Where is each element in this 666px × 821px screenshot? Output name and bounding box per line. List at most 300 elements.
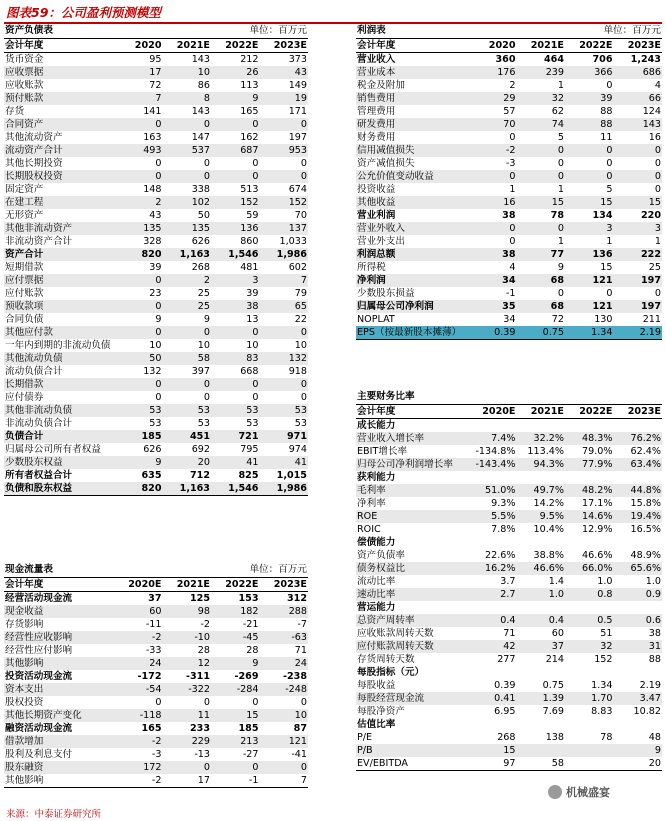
value-cell: 1.34 [591,679,613,691]
table-row [4,352,308,365]
table-row [4,631,308,644]
value-cell: -118 [114,709,163,722]
value-cell: 16.5% [630,523,661,535]
value-cell: 15.8% [630,497,661,509]
table-row [4,748,308,761]
value-cell: 38 [502,209,516,221]
ratios-body [356,419,662,771]
value-cell: 0 [163,118,212,131]
table-row [4,378,308,391]
value-cell: 0 [203,157,210,169]
row-label: 营业收入增长率 [356,432,468,445]
value-cell: 65.6% [614,562,663,575]
value-cell: 71 [294,644,307,656]
value-cell: 0.4 [468,614,517,627]
table-row [356,523,662,536]
row-label: 长期股权投资 [4,170,114,183]
value-cell: 42 [468,640,517,653]
balance-title: 资产负债表 [5,25,53,36]
value-cell: 2 [163,274,212,287]
value-cell: 20 [163,456,212,469]
value-cell [517,601,566,614]
value-cell [565,601,614,614]
value-cell: -322 [163,683,212,696]
value-cell: 152 [594,653,613,665]
value-cell: 165 [141,722,162,734]
value-cell [517,536,566,549]
section-row [356,536,662,549]
value-cell: 0 [114,170,163,183]
value-cell: 74 [517,118,566,131]
value-cell: 121 [260,735,309,748]
table-row [4,644,308,657]
value-cell: 1.0 [597,575,613,587]
value-cell: 213 [211,735,260,748]
ratios-panel [356,390,662,771]
income-body [356,53,662,340]
value-cell: 137 [260,222,309,235]
row-label: 每股经营现金流 [356,692,468,705]
value-cell: 23 [149,287,162,299]
row-label: 所得税 [357,261,386,273]
value-cell: 20 [614,757,663,771]
value-cell: -3 [151,748,162,760]
value-cell: 77.9% [565,458,614,471]
value-cell: 9.3% [491,497,516,509]
value-cell: 14.2% [533,497,564,509]
value-cell: 0 [163,326,212,339]
value-cell: 918 [288,365,307,377]
value-cell: 1,015 [276,469,307,481]
value-cell: 25 [648,261,661,273]
value-cell: 185 [238,722,259,734]
value-cell: 10 [163,66,212,79]
row-label: 公允价值变动收益 [356,170,468,183]
value-cell: 10 [246,339,259,351]
value-cell: -10 [163,631,212,644]
value-cell: 0 [114,118,163,131]
value-cell: -2 [114,774,163,788]
value-cell: 10 [197,339,210,351]
row-label: 其他长期资产变化 [4,709,114,722]
row-label: P/E [357,731,373,743]
value-cell: 233 [189,722,210,734]
cashflow-title-row [4,563,308,578]
value-cell: 0 [252,391,259,403]
row-label: 总资产周转率 [356,614,468,627]
row-label: 应付账款 [5,287,44,299]
value-cell: 0 [155,157,162,169]
value-cell: 0 [114,300,163,313]
value-cell: 1 [654,235,661,247]
value-cell: 125 [189,592,210,604]
balance-sheet-table [4,24,308,496]
value-cell: 39 [565,92,614,105]
table-row [4,605,308,618]
value-cell [468,536,517,549]
value-cell: 22 [294,313,307,325]
row-label: 在建工程 [4,196,114,209]
row-label: 预收款项 [4,300,114,313]
table-row [4,131,308,144]
value-cell: 820 [114,248,163,261]
value-cell: 0 [606,79,613,91]
row-label: 少数股东损益 [357,287,415,299]
value-cell: 37 [517,640,566,653]
row-label: 经营性应付影响 [5,644,73,656]
value-cell: 1 [509,183,516,195]
value-cell: 94.3% [517,458,566,471]
header-cell: 2022E [565,405,614,419]
value-cell: 9.5% [517,510,566,523]
header-cell: 2021E [517,405,566,419]
value-cell [517,419,566,433]
table-row [4,118,308,131]
table-row [356,235,662,248]
row-label: 负债合计 [4,430,114,443]
value-cell: 706 [592,53,613,65]
value-cell [565,744,614,757]
value-cell: 0.75 [517,326,566,340]
header-cell: 2022E [211,578,260,592]
row-label: 营运能力 [357,601,396,613]
value-cell: 0.6 [614,614,663,627]
value-cell: 12.9% [582,523,613,535]
source-note: 来源：中泰证券研究所 [6,809,102,820]
value-cell: 7.8% [491,523,516,535]
value-cell: 149 [288,79,307,91]
income-unit: 单位：百万元 [603,25,661,36]
table-row [356,131,662,144]
value-cell: 0.39 [494,679,516,691]
value-cell: 212 [240,53,259,65]
value-cell: 141 [143,105,162,117]
value-cell: 14.6% [565,510,614,523]
value-cell: 41 [211,456,260,469]
header-cell: 2023E [614,39,663,53]
value-cell: 0 [565,170,614,183]
table-row [356,497,662,510]
value-cell: 626 [143,443,162,455]
income-title-row [356,24,662,39]
value-cell: 0 [155,696,162,708]
value-cell: 59 [246,209,259,221]
value-cell: 1,163 [163,248,212,261]
table-row [356,105,662,118]
value-cell: 49.7% [517,484,566,497]
row-label: 每股指标（元） [357,666,425,678]
value-cell: 0 [155,391,162,403]
value-cell: 0 [260,118,309,131]
value-cell: 46.6% [582,549,613,561]
value-cell: 668 [240,365,259,377]
value-cell: 7.69 [542,705,564,717]
row-label: 其他长期投资 [5,157,63,169]
value-cell: 0 [211,170,260,183]
value-cell: 136 [565,248,614,261]
value-cell: 0.9 [614,588,663,601]
row-label: 投资活动现金流 [5,670,73,682]
table-row [4,696,308,709]
value-cell [517,744,566,757]
value-cell: 974 [288,443,307,455]
value-cell: -33 [145,644,162,656]
value-cell: 34 [468,274,517,287]
table-row [4,443,308,456]
value-cell: 0 [468,222,517,235]
cashflow-title: 现金流量表 [5,564,53,575]
value-cell: 0 [260,326,309,339]
value-cell: 0 [565,144,614,157]
table-row [4,105,308,118]
balance-header-row [4,39,308,53]
row-label: 存货影响 [5,618,44,630]
row-label: 其他流动资产 [5,131,63,143]
value-cell: 35 [468,300,517,313]
value-cell: -172 [137,670,162,682]
row-label: 财务费用 [357,131,396,143]
section-row [356,601,662,614]
value-cell: 86 [197,79,210,91]
section-row [356,471,662,484]
row-label: 固定资产 [5,183,44,195]
value-cell: 11 [163,709,212,722]
value-cell: 220 [640,209,661,221]
row-label: 其他流动负债 [4,352,114,365]
row-label: ROE [356,510,468,523]
value-cell: 9 [211,92,260,105]
value-cell: 10.82 [633,705,661,717]
value-cell: 136 [211,222,260,235]
value-cell: 0.4 [517,614,566,627]
value-cell: 2 [509,79,516,91]
value-cell: 795 [240,443,259,455]
value-cell: 1.39 [517,692,566,705]
row-label: 偿债能力 [357,536,396,548]
value-cell: 10 [294,339,307,351]
value-cell: 79.0% [582,445,613,457]
row-label: EV/EBITDA [356,757,468,771]
value-cell: 78 [550,209,564,221]
value-cell: 165 [240,105,259,117]
row-label: 估值比率 [357,718,396,730]
row-label: 一年内到期的非流动负债 [5,339,111,351]
value-cell: 66 [614,92,663,105]
value-cell: 9 [211,657,260,670]
row-label: 营业外支出 [357,235,405,247]
row-label: 股权投资 [5,696,44,708]
value-cell: 38 [468,248,517,261]
value-cell: 10 [149,339,162,351]
value-cell: 1.34 [565,326,614,340]
table-row [4,657,308,670]
value-cell: 15 [565,196,614,209]
table-row [356,66,662,79]
value-cell: 60 [114,605,163,618]
value-cell: -2 [468,144,517,157]
value-cell: 153 [238,592,259,604]
value-cell [517,718,566,731]
value-cell: 229 [163,735,212,748]
row-label: 获利能力 [357,471,396,483]
value-cell: 268 [191,261,210,273]
cashflow-body [4,592,308,788]
value-cell: 5.5% [468,510,517,523]
value-cell: 19.4% [614,510,663,523]
row-label: 合同负债 [5,313,44,325]
value-cell: 626 [191,235,210,247]
value-cell: 6.95 [494,705,516,717]
table-row [356,588,662,601]
header-cell: 2023E [260,578,309,592]
value-cell: 328 [143,235,162,247]
value-cell: 686 [614,66,663,79]
row-label: 货币资金 [5,53,44,65]
value-cell: 1,986 [260,482,309,496]
value-cell: 83 [211,352,260,365]
value-cell: 53 [114,404,163,417]
value-cell: 46.6% [517,562,566,575]
table-row [4,709,308,722]
table-row [4,339,308,352]
value-cell: 95 [149,53,162,65]
value-cell: 197 [614,274,663,287]
value-cell: 825 [238,469,259,481]
value-cell: 3.47 [614,692,663,705]
table-row [4,300,308,313]
value-cell: 121 [565,300,614,313]
value-cell: 0 [260,761,309,774]
value-cell: 513 [240,183,259,195]
value-cell: 222 [614,248,663,261]
row-label: 营业成本 [356,66,468,79]
value-cell: 5 [606,183,613,195]
value-cell: 12 [163,657,212,670]
value-cell: 9 [114,456,163,469]
value-cell: 113 [240,79,259,91]
row-label: 资产减值损失 [357,157,415,169]
value-cell: 1,546 [211,248,260,261]
value-cell: 0 [509,235,516,247]
income-title: 利润表 [357,25,386,36]
value-cell: 214 [545,653,564,665]
table-row [356,484,662,497]
value-cell: 2 [114,196,163,209]
row-label: 每股收益 [357,679,396,691]
value-cell: 1 [557,235,564,247]
value-cell: 135 [163,222,212,235]
watermark [548,784,610,800]
value-cell: 0 [114,378,163,391]
value-cell: 48 [648,731,661,743]
value-cell: 97 [468,757,517,771]
table-row [4,287,308,300]
value-cell: 176 [468,66,517,79]
value-cell: 8.83 [591,705,613,717]
value-cell: 1,546 [211,482,260,496]
value-cell: 182 [211,605,260,618]
value-cell [565,757,614,771]
value-cell: 1 [557,183,564,195]
row-label: 销售费用 [356,92,468,105]
row-label: 流动负债合计 [5,365,63,377]
value-cell [565,419,614,433]
table-row [356,79,662,92]
value-cell: 48.2% [565,484,614,497]
value-cell: 10 [260,709,309,722]
value-cell: 28 [197,644,210,656]
value-cell: 15 [468,744,517,757]
balance-sheet-panel [4,24,308,496]
value-cell: 72 [149,79,162,91]
table-row [356,209,662,222]
row-label: EBIT增长率 [357,445,408,457]
header-cell: 会计年度 [356,405,468,419]
value-cell: 1.70 [565,692,614,705]
row-label: 营业利润 [357,209,396,221]
section-row [356,666,662,679]
value-cell: 60 [551,627,564,639]
table-row [356,679,662,692]
row-label: 少数股东权益 [4,456,114,469]
value-cell: 48.3% [565,432,614,445]
row-label: 净利率 [357,497,386,509]
value-cell: 53 [294,417,307,429]
value-cell [565,536,614,549]
value-cell: 68 [517,300,566,313]
value-cell: 0 [114,274,163,287]
value-cell [614,666,663,679]
value-cell: 51.0% [468,484,517,497]
table-row [356,157,662,170]
table-row [4,235,308,248]
value-cell: 130 [594,313,613,325]
value-cell: -11 [145,618,162,630]
value-cell: -7 [297,618,307,630]
value-cell: -41 [291,748,307,760]
row-label: 存货 [5,105,25,117]
value-cell [468,471,517,484]
table-row [4,79,308,92]
row-label: 融资活动现金流 [5,722,73,734]
value-cell: -27 [242,748,259,760]
row-label: 经营性应收影响 [4,631,114,644]
table-row [356,287,662,300]
value-cell: 3 [211,274,260,287]
table-row [356,731,662,744]
value-cell: 0 [606,157,613,169]
value-cell: 132 [260,352,309,365]
header-cell: 2022E [565,39,614,53]
table-row [4,365,308,378]
value-cell: 239 [517,66,566,79]
value-cell: 148 [143,183,162,195]
value-cell: 0 [260,170,309,183]
table-row [356,118,662,131]
row-label: 成长能力 [357,419,396,431]
row-label: 归母公司净利润增长率 [356,458,468,471]
value-cell: 113.4% [527,445,564,457]
value-cell: 32.2% [517,432,566,445]
value-cell: 44.8% [614,484,663,497]
row-label: 其他非流动负债 [4,404,114,417]
value-cell: 288 [260,605,309,618]
value-cell: 0 [260,378,309,391]
value-cell: 58 [163,352,212,365]
value-cell: 4 [654,79,661,91]
table-row [356,196,662,209]
value-cell: 0 [606,287,613,299]
